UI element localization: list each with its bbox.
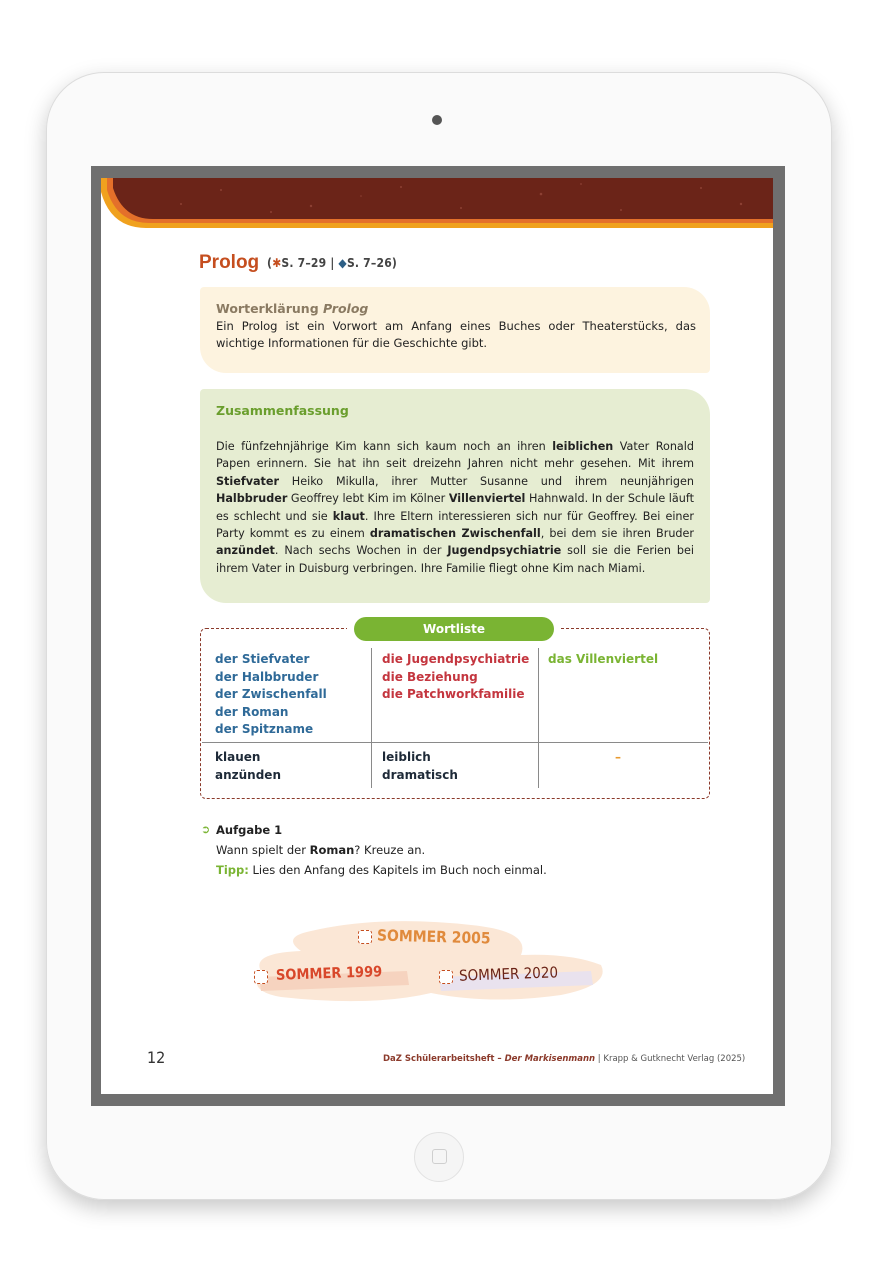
word-list-item: der Halbbruder	[215, 669, 319, 684]
checkbox-sommer-2005[interactable]	[358, 930, 372, 944]
home-square-icon	[432, 1149, 447, 1164]
summary-text-segment: Heiko Mikulla, ihrer Mutter Susanne und ihrem neunjährigen	[279, 474, 694, 488]
summary-text-segment: Hahnwald. In der Schule läuft es schlecht und sie	[216, 492, 694, 523]
nouns-masculine	[215, 651, 327, 739]
summary-keyword: Jugendpsychiatrie	[447, 544, 562, 558]
page-reference: (✱S. 7–29 | ◆S. 7–26)	[267, 256, 398, 270]
summary-text-segment: . Nach sechs Wochen in der	[274, 544, 448, 558]
summary-keyword: Villenviertel	[448, 492, 526, 506]
page-number: 12	[147, 1048, 166, 1067]
summary-text-segment: , bei dem sie ihren Bruder	[540, 527, 695, 541]
option-sommer-1999[interactable]: SOMMER 1999	[275, 964, 383, 984]
document-page	[101, 178, 773, 1094]
task-tip: Tipp: Lies den Anfang des Kapitels im Buch noch einmal.	[216, 863, 547, 877]
summary-text-segment: soll sie die Ferien bei ihrem Vater in Duisburg verbringen. Ihre Familie fliegt ohne Kim nach Miami.	[216, 544, 695, 575]
summary-text	[216, 438, 694, 577]
definition-box	[200, 287, 710, 373]
nouns-feminine	[382, 651, 529, 704]
summary-keyword: leiblichen	[552, 440, 614, 453]
summary-text-segment: . Ihre Eltern interessieren sich nur für Geoffrey. Bei einer Party kommt es zu einem	[216, 509, 695, 541]
word-list-item: der Zwischenfall	[215, 687, 327, 701]
word-list-item: –	[615, 750, 621, 764]
home-button[interactable]	[414, 1132, 464, 1182]
summary-heading: Zusammenfassung	[216, 403, 349, 418]
checkbox-sommer-1999[interactable]	[254, 970, 268, 984]
definition-heading: Worterklärung Prolog	[216, 301, 369, 316]
camera-icon	[432, 115, 442, 125]
summary-keyword: anzündet	[216, 544, 275, 558]
option-sommer-2020[interactable]: SOMMER 2020	[458, 963, 559, 985]
nouns-neuter	[548, 651, 658, 669]
summary-keyword: klaut	[332, 509, 365, 523]
summary-keyword: dramatischen Zwischenfall	[369, 527, 541, 541]
summary-text-segment: Vater Ronald Papen erinnern. Sie hat ihn seit dreizehn Jahren nicht mehr gesehen. Mit ihrem	[216, 440, 694, 471]
task-question: Wann spielt der Roman? Kreuze an.	[216, 843, 426, 857]
header-banner	[101, 178, 773, 228]
word-list-item: die Beziehung	[382, 669, 478, 684]
star-icon: ✱	[272, 256, 282, 270]
word-list-item: der Roman	[215, 704, 289, 719]
summary-text-segment: Geoffrey lebt Kim im Kölner	[287, 492, 449, 506]
summary-box	[200, 389, 710, 603]
word-list-item: die Jugendpsychiatrie	[382, 652, 530, 666]
word-list-item: dramatisch	[382, 767, 458, 782]
summary-text-segment: Die fünfzehnjährige Kim kann sich kaum noch an ihren	[216, 440, 553, 453]
summary-keyword: Halbbruder	[216, 492, 288, 506]
page-title: Prolog	[199, 252, 260, 273]
word-list-item: leiblich	[382, 750, 431, 764]
word-list-item: das Villenviertel	[548, 652, 659, 666]
word-list-item: die Patchworkfamilie	[382, 687, 525, 701]
verbs-list	[215, 749, 281, 784]
summary-keyword: Stiefvater	[216, 474, 279, 488]
option-sommer-2005[interactable]: SOMMER 2005	[376, 926, 491, 948]
definition-text: Ein Prolog ist ein Vorwort am Anfang eines Buches oder Theaterstücks, das wichtige Informationen für die Geschichte gibt.	[216, 319, 696, 350]
diamond-icon: ◆	[338, 256, 347, 270]
word-list-item: klauen	[215, 750, 261, 764]
arrow-icon: ➲	[201, 823, 211, 836]
page-footer: DaZ Schülerarbeitsheft – Der Markisenmann | Krapp & Gutknecht Verlag (2025)	[383, 1054, 746, 1064]
task-title: Aufgabe 1	[216, 823, 283, 837]
word-list-item: der Spitzname	[215, 722, 314, 736]
checkbox-sommer-2020[interactable]	[439, 970, 453, 984]
word-list-item: der Stiefvater	[215, 652, 310, 666]
adjectives-list	[382, 749, 458, 784]
word-list-title: Wortliste	[354, 617, 554, 641]
word-list-item: anzünden	[215, 767, 281, 782]
other-words-list	[615, 749, 621, 767]
